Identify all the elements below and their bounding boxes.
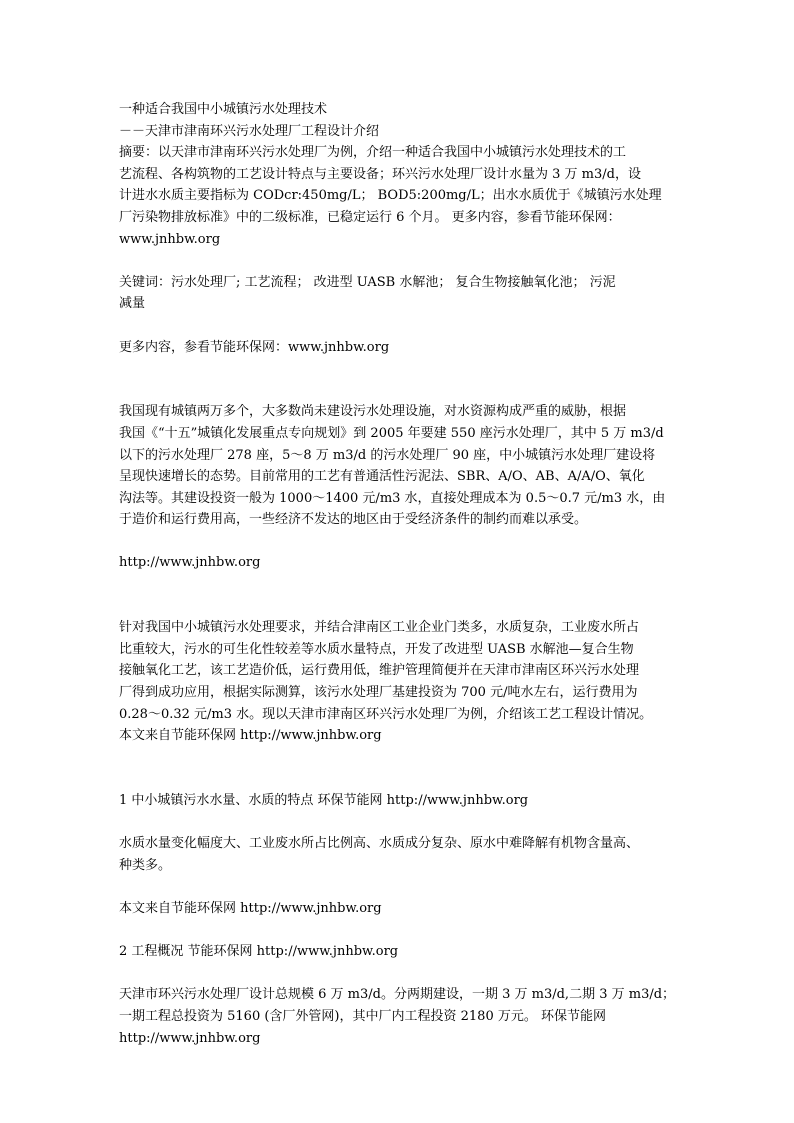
section-1-heading: 1 中小城镇污水水量、水质的特点 环保节能网 http://www.jnhbw.org	[119, 793, 529, 808]
intro-line: 我国《“十五”城镇化发展重点专向规划》到 2005 年要建 550 座污水处理厂，其中 5 万 m3/d	[119, 425, 664, 441]
abstract-line: 艺流程、各构筑物的工艺设计特点与主要设备；环兴污水处理厂设计水量为 3 万 m3/d，设	[119, 166, 641, 182]
development-paragraph	[119, 617, 691, 747]
intro-line: 于造价和运行费用高，一些经济不发达的地区由于受经济条件的制约而难以承受。	[119, 512, 588, 528]
section-1-line: 种类多。	[119, 857, 172, 873]
document-subtitle: －－天津市津南环兴污水处理厂工程设计介绍	[119, 123, 380, 139]
abstract-line: 计进水水质主要指标为 CODcr:450mg/L； BOD5:200mg/L；出水水质优于《城镇污水处理	[119, 188, 662, 204]
abstract-line: 摘要：以天津市津南环兴污水处理厂为例，介绍一种适合我国中小城镇污水处理技术的工	[119, 145, 627, 161]
source-line: 本文来自节能环保网 http://www.jnhbw.org	[119, 900, 382, 916]
intro-line: 呈现快速增长的态势。目前常用的工艺有普通活性污泥法、SBR、A/O、AB、A/A/O、氧化	[119, 469, 645, 485]
section-2-line: 天津市环兴污水处理厂设计总规模 6 万 m3/d。分两期建设，一期 3 万 m3/d,二期 3 万 m3/d；	[119, 987, 676, 1003]
development-line: 接触氧化工艺，该工艺造价低，运行费用低，维护管理简便并在天津市津南区环兴污水处理	[119, 663, 640, 679]
section-1-paragraph	[119, 833, 691, 876]
section-1-line: 水质水量变化幅度大、工业废水所占比例高、水质成分复杂、原水中难降解有机物含量高、	[119, 836, 640, 852]
section-2-paragraph	[119, 984, 691, 1049]
keywords-line: 关键词：污水处理厂; 工艺流程； 改进型 UASB 水解池； 复合生物接触氧化池； 污泥	[119, 274, 616, 290]
intro-line: 以下的污水处理厂 278 座，5～8 万 m3/d 的污水处理厂 90 座，中小城镇污水处理厂建设将	[119, 447, 656, 463]
section-2-heading: 2 工程概况 节能环保网 http://www.jnhbw.org	[119, 944, 399, 960]
development-line: 厂得到成功应用，根据实际测算，该污水处理厂基建投资为 700 元/吨水左右，运行费用为	[119, 685, 638, 701]
development-line: 0.28～0.32 元/m3 水。现以天津市津南区环兴污水处理厂为例，介绍该工艺工程设计情况。	[119, 706, 653, 722]
abstract-paragraph	[119, 142, 691, 250]
section-2-line: http://www.jnhbw.org	[119, 1030, 261, 1046]
intro-line: 我国现有城镇两万多个，大多数尚未建设污水处理设施，对水资源构成严重的威胁，根据	[119, 404, 627, 420]
development-line: 比重较大，污水的可生化性较差等水质水量特点，开发了改进型 UASB 水解池—复合生物	[119, 641, 634, 657]
intro-paragraph	[119, 401, 691, 531]
keywords-paragraph	[119, 272, 691, 315]
url-line: http://www.jnhbw.org	[119, 555, 261, 571]
section-2-line: 一期工程总投资为 5160 (含厂外管网)，其中厂内工程投资 2180 万元。 环保节能网	[119, 1008, 606, 1024]
keywords-line: 减量	[119, 296, 146, 312]
development-line: 本文来自节能环保网 http://www.jnhbw.org	[119, 728, 382, 744]
abstract-line: www.jnhbw.org	[119, 231, 221, 247]
abstract-line: 厂污染物排放标准》中的二级标准，已稳定运行 6 个月。 更多内容，参看节能环保网：	[119, 209, 621, 225]
more-content-link: 更多内容，参看节能环保网：www.jnhbw.org	[119, 339, 390, 355]
document-title: 一种适合我国中小城镇污水处理技术	[119, 102, 328, 117]
development-line: 针对我国中小城镇污水处理要求，并结合津南区工业企业门类多，水质复杂，工业废水所占	[119, 620, 640, 636]
intro-line: 沟法等。其建设投资一般为 1000～1400 元/m3 水，直接处理成本为 0.5～0.7 元/m3 水，由	[119, 490, 666, 506]
document-page	[119, 99, 691, 1049]
